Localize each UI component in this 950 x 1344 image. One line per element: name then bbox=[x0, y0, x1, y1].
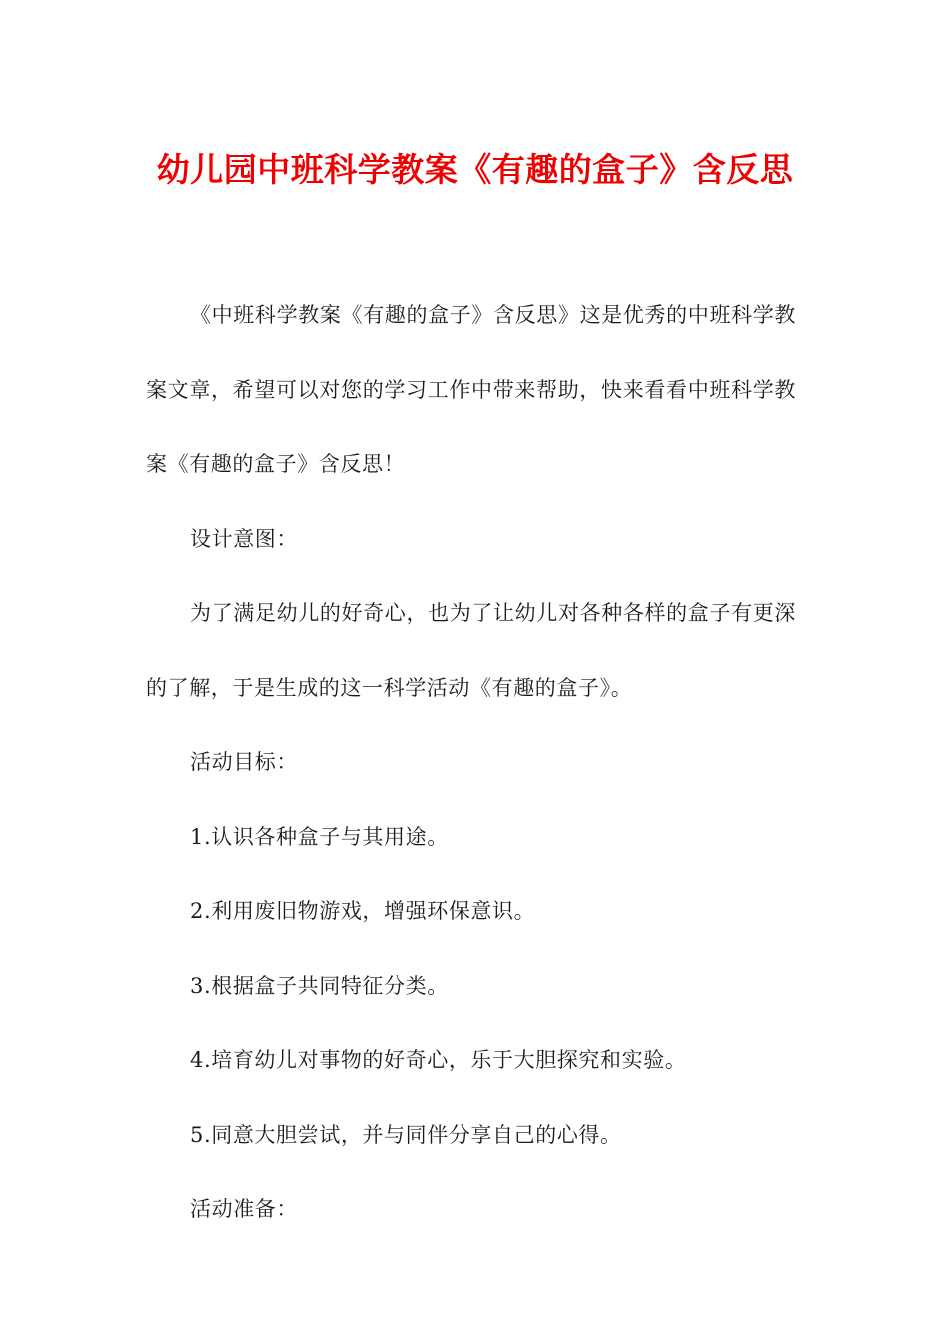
goal-item-2: 2.利用废旧物游戏，增强环保意识。 bbox=[190, 899, 536, 923]
document-title: 幼儿园中班科学教案《有趣的盒子》含反思 bbox=[156, 150, 794, 189]
goal-item-1: 1.认识各种盒子与其用途。 bbox=[190, 824, 449, 849]
section-heading-activity-preparation: 活动准备： bbox=[190, 1197, 298, 1221]
goal-item-5: 5.同意大胆尝试，并与同伴分享自己的心得。 bbox=[190, 1122, 622, 1147]
design-intent-paragraph: 为了满足幼儿的好奇心，也为了让幼儿对各种各样的盒子有更深的了解，于是生成的这一科学活动《有趣的盒子》。 bbox=[146, 601, 796, 700]
goal-item-3: 3.根据盒子共同特征分类。 bbox=[190, 973, 449, 998]
goal-item-4: 4.培育幼儿对事物的好奇心，乐于大胆探究和实验。 bbox=[190, 1048, 687, 1072]
section-heading-design-intent: 设计意图： bbox=[190, 526, 298, 551]
section-heading-activity-goals: 活动目标： bbox=[190, 750, 298, 774]
document-body bbox=[146, 278, 796, 1247]
intro-paragraph: 《中班科学教案《有趣的盒子》含反思》这是优秀的中班科学教案文章，希望可以对您的学习工作中带来帮助，快来看看中班科学教案《有趣的盒子》含反思！ bbox=[146, 303, 796, 476]
